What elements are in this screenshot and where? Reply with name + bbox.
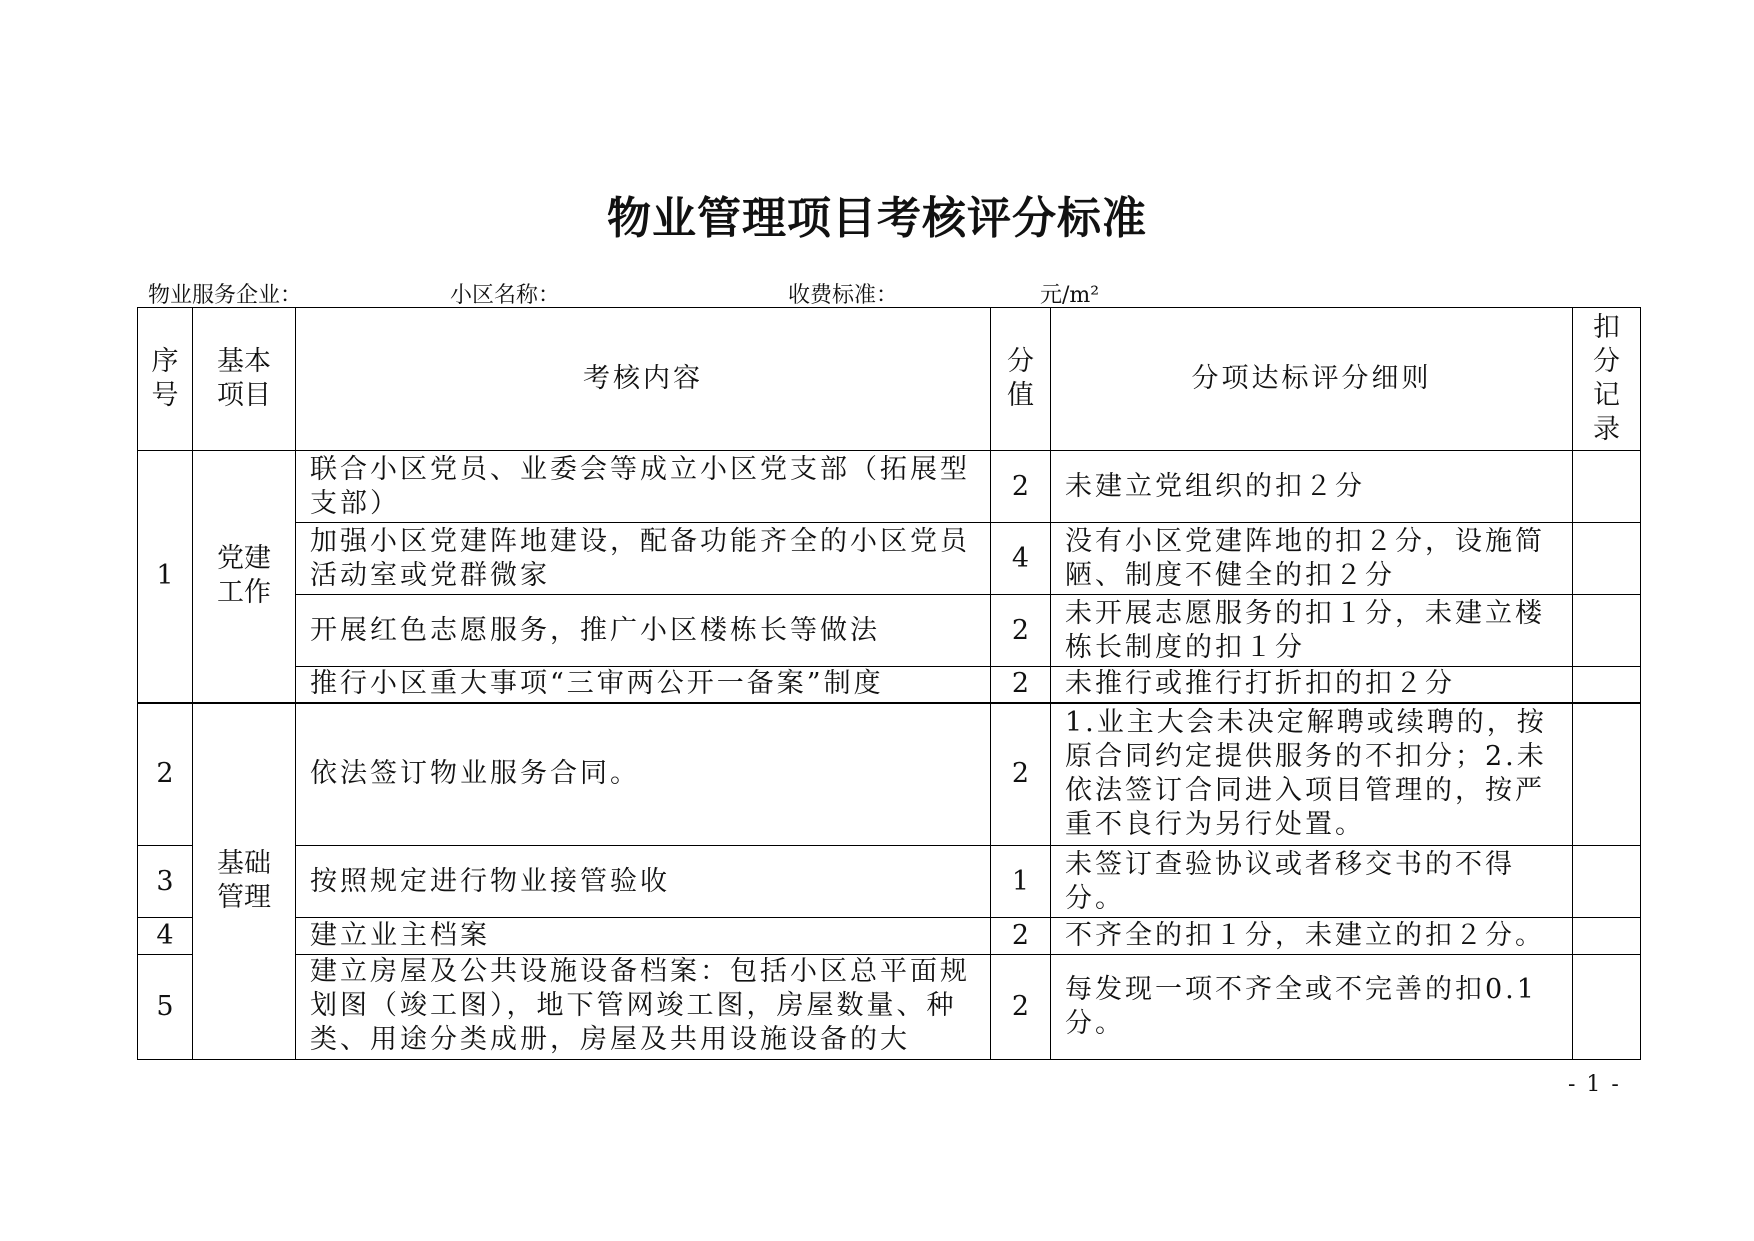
header-deduction: 扣分记录 [1593, 312, 1620, 445]
table-row [138, 523, 1641, 595]
row-score: 2 [991, 595, 1051, 667]
row-criteria: 未建立党组织的扣２分 [1051, 451, 1573, 523]
row-criteria: 每发现一项不齐全或不完善的扣0.1分。 [1051, 955, 1573, 1060]
row-criteria: 1.业主大会未决定解聘或续聘的，按原合同约定提供服务的不扣分；2.未依法签订合同进入项目管理的，按严重不良行为另行处置。 [1051, 703, 1573, 846]
page-number: - 1 - [1568, 1072, 1621, 1097]
table-header-row [138, 308, 1641, 451]
header-item: 基本项目 [217, 346, 271, 411]
row-content: 联合小区党员、业委会等成立小区党支部（拓展型支部） [296, 451, 991, 523]
row-deduction-cell[interactable] [1573, 918, 1641, 955]
table-row [138, 955, 1641, 1060]
row-content: 依法签订物业服务合同。 [296, 703, 991, 846]
table-row [138, 846, 1641, 918]
row-content: 开展红色志愿服务，推广小区楼栋长等做法 [296, 595, 991, 667]
row-item: 基础管理 [217, 848, 271, 914]
table-row [138, 918, 1641, 955]
row-criteria: 未开展志愿服务的扣１分，未建立楼栋长制度的扣１分 [1051, 595, 1573, 667]
header-score: 分值 [1007, 346, 1034, 411]
row-deduction-cell[interactable] [1573, 595, 1641, 667]
row-seq: 4 [138, 918, 193, 955]
row-criteria: 不齐全的扣１分，未建立的扣２分。 [1051, 918, 1573, 955]
row-deduction-cell[interactable] [1573, 523, 1641, 595]
row-criteria: 未推行或推行打折扣的扣２分 [1051, 667, 1573, 703]
header-content: 考核内容 [296, 308, 991, 451]
row-score: 2 [991, 703, 1051, 846]
row-score: 2 [991, 955, 1051, 1060]
row-deduction-cell[interactable] [1573, 846, 1641, 918]
row-criteria: 未签订查验协议或者移交书的不得分。 [1051, 846, 1573, 918]
row-score: 2 [991, 451, 1051, 523]
row-score: 2 [991, 667, 1051, 703]
row-seq: 3 [138, 846, 193, 918]
row-seq: 5 [138, 955, 193, 1060]
document-title: 物业管理项目考核评分标准 [607, 193, 1147, 244]
company-label: 物业服务企业： [148, 283, 303, 308]
row-content: 按照规定进行物业接管验收 [296, 846, 991, 918]
row-content: 加强小区党建阵地建设，配备功能齐全的小区党员活动室或党群微家 [296, 523, 991, 595]
row-content: 推行小区重大事项“三审两公开一备案”制度 [296, 667, 991, 703]
row-criteria: 没有小区党建阵地的扣２分，设施简陋、制度不健全的扣２分 [1051, 523, 1573, 595]
header-seq: 序号 [151, 346, 179, 411]
table-row [138, 667, 1641, 703]
row-score: 4 [991, 523, 1051, 595]
row-content: 建立业主档案 [296, 918, 991, 955]
score-table [137, 307, 1641, 1060]
fee-label: 收费标准： [788, 283, 899, 308]
row-deduction-cell[interactable] [1573, 703, 1641, 846]
info-row [0, 278, 1754, 308]
row-score: 2 [991, 918, 1051, 955]
row-deduction-cell[interactable] [1573, 451, 1641, 523]
table-row [138, 595, 1641, 667]
fee-unit: 元/m² [1040, 283, 1100, 308]
table-row [138, 703, 1641, 846]
row-item: 党建工作 [217, 543, 271, 609]
row-score: 1 [991, 846, 1051, 918]
row-deduction-cell[interactable] [1573, 955, 1641, 1060]
row-deduction-cell[interactable] [1573, 667, 1641, 703]
row-seq: 1 [138, 451, 193, 703]
community-label: 小区名称： [450, 283, 561, 308]
table-row [138, 451, 1641, 523]
row-content: 建立房屋及公共设施设备档案：包括小区总平面规划图（竣工图），地下管网竣工图，房屋数量、种类、用途分类成册，房屋及共用设施设备的大 [296, 955, 991, 1060]
row-seq: 2 [138, 703, 193, 846]
header-criteria: 分项达标评分细则 [1051, 308, 1573, 451]
